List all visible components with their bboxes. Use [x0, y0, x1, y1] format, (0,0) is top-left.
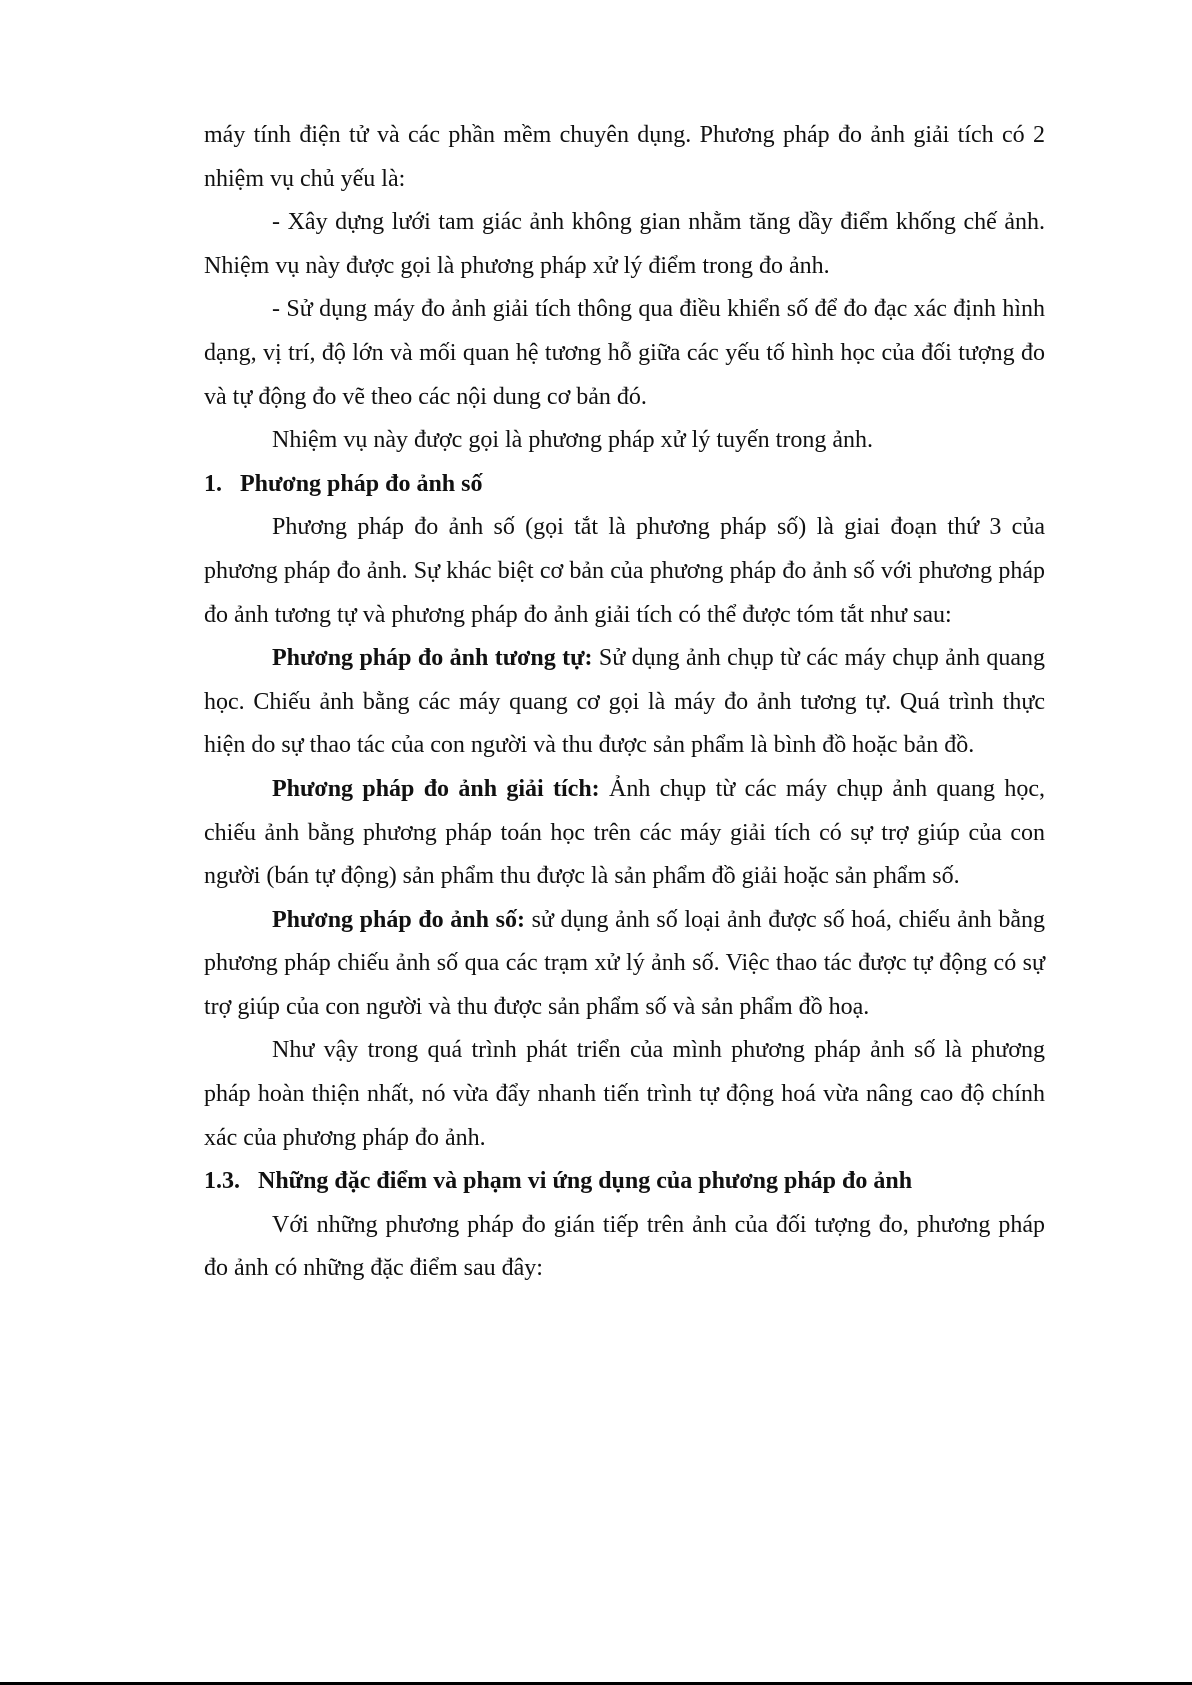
paragraph-task-2: - Sử dụng máy đo ảnh giải tích thông qua điều khiển số để đo đạc xác định hình dạng, vị trí, độ lớn và mối quan hệ tương hỗ giữa các yếu tố hình học của đối tượng đo và tự động đo vẽ theo các nội dung cơ bản đó.	[204, 296, 1045, 410]
paragraph-task-2-note: Nhiệm vụ này được gọi là phương pháp xử lý tuyến trong ảnh.	[272, 427, 873, 454]
paragraph-digital-method	[204, 899, 1045, 1030]
section-number: 1.3.	[204, 1168, 240, 1195]
term-analog: Phương pháp đo ảnh tương tự:	[272, 645, 593, 672]
paragraph-digital-overview: Phương pháp đo ảnh số (gọi tắt là phương pháp số) là giai đoạn thứ 3 của phương pháp đo ảnh. Sự khác biệt cơ bản của phương pháp đo ảnh số với phương pháp đo ảnh tương tự và phương pháp đo ảnh giải tích có thể được tóm tắt như sau:	[204, 514, 1045, 628]
term-digital: Phương pháp đo ảnh số:	[272, 906, 525, 933]
paragraph-intro: máy tính điện tử và các phần mềm chuyên dụng. Phương pháp đo ảnh giải tích có 2 nhiệm vụ chủ yếu là:	[204, 122, 1045, 192]
definition-analog: Sử dụng ảnh chụp từ các máy chụp ảnh quang học. Chiếu ảnh bằng các máy quang cơ gọi là máy đo ảnh tương tự. Quá trình thực hiện do sự thao tác của con người và thu được sản phẩm là bình đồ hoặc bản đồ.	[204, 645, 1045, 759]
section-number: 1.	[204, 470, 222, 497]
definition-digital: sử dụng ảnh số loại ảnh được số hoá, chiếu ảnh bằng phương pháp chiếu ảnh số qua các trạm xử lý ảnh số. Việc thao tác được tự động có sự trợ giúp của con người và thu được sản phẩm số và sản phẩm đồ hoạ.	[204, 906, 1045, 1020]
definition-analytic: Ảnh chụp từ các máy chụp ảnh quang học, chiếu ảnh bằng phương pháp toán học trên các máy giải tích có sự trợ giúp của con người (bán tự động) sản phẩm thu được là sản phẩm đồ giải hoặc sản phẩm số.	[204, 775, 1046, 890]
paragraph-analog-method	[204, 637, 1045, 768]
section-title: Những đặc điểm và phạm vi ứng dụng của phương pháp đo ảnh	[258, 1168, 913, 1195]
paragraph-task-1: - Xây dựng lưới tam giác ảnh không gian nhằm tăng dầy điểm khống chế ảnh. Nhiệm vụ này được gọi là phương pháp xử lý điểm trong đo ảnh.	[204, 209, 1045, 279]
section-title: Phương pháp đo ảnh số	[240, 470, 483, 497]
term-analytic: Phương pháp đo ảnh giải tích:	[272, 775, 600, 802]
paragraph-characteristics-intro: Với những phương pháp đo gián tiếp trên ảnh của đối tượng đo, phương pháp đo ảnh có những đặc điểm sau đây:	[204, 1211, 1045, 1282]
paragraph-conclusion: Như vậy trong quá trình phát triển của mình phương pháp ảnh số là phương pháp hoàn thiện nhất, nó vừa đẩy nhanh tiến trình tự động hoá vừa nâng cao độ chính xác của phương pháp đo ảnh.	[204, 1037, 1045, 1151]
paragraph-analytic-method	[204, 768, 1045, 899]
document-page	[204, 114, 1045, 1291]
section-heading-digital	[204, 463, 1045, 507]
section-heading-characteristics	[204, 1160, 1045, 1204]
